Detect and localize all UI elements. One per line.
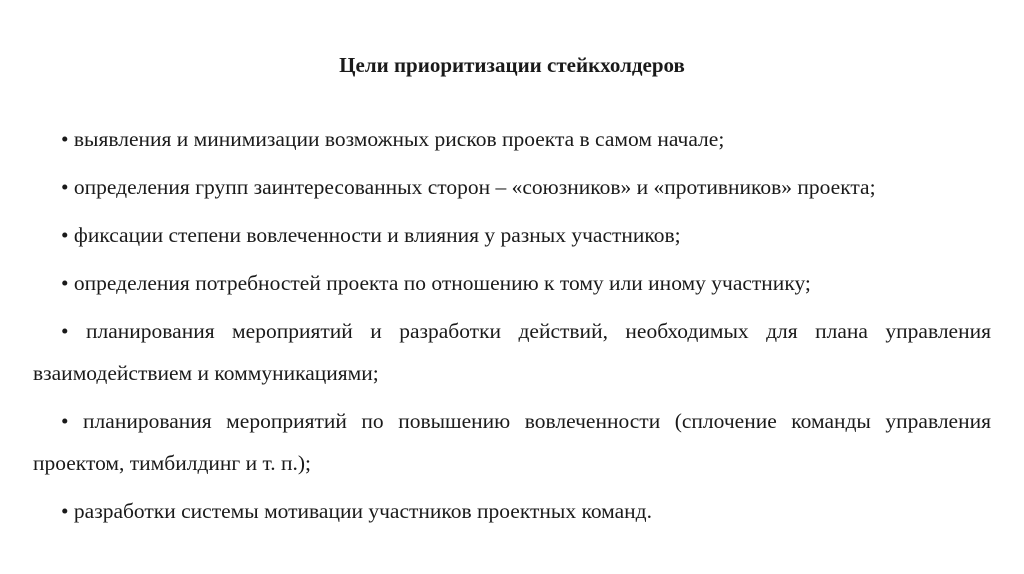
list-item-engagement: • фиксации степени вовлеченности и влияния у разных участников; — [61, 223, 681, 247]
list-item-communication-planning: • планирования мероприятий и разработки действий, необходимых для плана управления взаимодействием и коммуникациями; — [33, 319, 991, 385]
list-item-teambuilding: • планирования мероприятий по повышению вовлеченности (сплочение команды управления проектом, тимбилдинг и т. п.); — [33, 409, 991, 475]
goals-list — [33, 118, 991, 538]
list-item-needs: • определения потребностей проекта по отношению к тому или иному участнику; — [61, 271, 811, 295]
slide-title: Цели приоритизации стейкхолдеров — [339, 53, 685, 77]
list-item-motivation: • разработки системы мотивации участников проектных команд. — [61, 499, 652, 523]
list-item-stakeholder-groups: • определения групп заинтересованных сторон – «союзников» и «противников» проекта; — [61, 175, 876, 199]
list-item-risks: • выявления и минимизации возможных рисков проекта в самом начале; — [61, 127, 725, 151]
